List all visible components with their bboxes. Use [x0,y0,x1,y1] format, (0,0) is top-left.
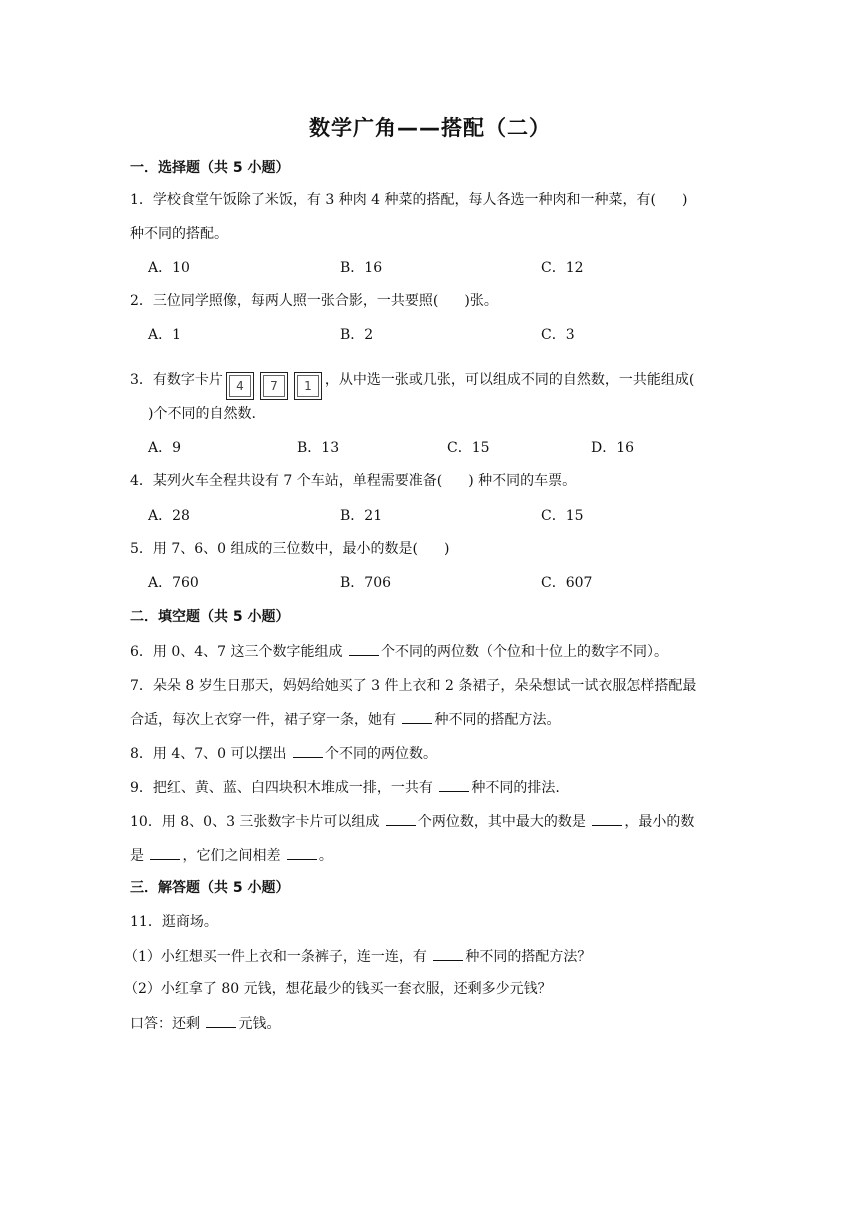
question-5-text: 5．用 7、6、0 组成的三位数中，最小的数是( [130,541,418,557]
question-10-line-1 [130,811,694,832]
option-a: A．760 [148,575,199,591]
answer-blank [439,777,469,792]
answer-blank [592,811,622,826]
question-6 [130,641,668,662]
question-7-text-2: 种不同的搭配方法。 [434,712,561,728]
page-title: 数学广角——搭配（二） [309,116,551,140]
option-c: C．3 [541,327,575,343]
option-c: C．15 [541,508,584,524]
answer-blank [402,709,432,724]
question-10-text-3: ，最小的数 [624,814,695,830]
question-8 [130,743,437,764]
question-11-part-1-text: （1）小红想买一件上衣和一条裤子，连一连，有 [124,949,432,965]
digit-card: 7 [260,372,288,400]
option-b: B．16 [340,260,383,276]
question-10-text-2: 个两位数，其中最大的数是 [417,814,591,830]
question-10-text-5: ，它们之间相差 [182,848,285,864]
question-11-answer-text: 口答：还剩 [130,1016,205,1032]
question-1-close: ) [681,192,688,208]
question-11-title: 11．逛商场。 [130,914,218,930]
question-9 [130,777,560,798]
answer-blank [349,641,379,656]
question-3 [130,370,694,400]
question-4 [130,471,576,491]
answer-blank [293,743,323,758]
section-heading-fill: 二．填空题（共 5 小题） [130,609,290,625]
section-heading-choice: 一．选择题（共 5 小题） [130,160,290,176]
question-1-text: 1．学校食堂午饭除了米饭，有 3 种肉 4 种菜的搭配，每人各选一种肉和一种菜，有( [130,192,656,208]
question-2-close: )张。 [464,293,498,309]
option-a: A．9 [148,440,182,456]
answer-blank [433,946,463,961]
question-10-text-6: 。 [318,848,333,864]
question-11-answer [130,1013,280,1034]
question-8-text-2: 个不同的两位数。 [324,746,437,762]
question-6-text: 6．用 0、4、7 这三个数字能组成 [130,644,347,660]
question-1-line-2: 种不同的搭配。 [130,226,228,242]
question-8-text: 8．用 4、7、0 可以摆出 [130,746,291,762]
question-5 [130,539,449,559]
option-a: A．1 [148,327,182,343]
question-5-close: ) [444,541,450,557]
question-6-text-2: 个不同的两位数（个位和十位上的数字不同）。 [380,644,668,660]
question-4-close: ) 种不同的车票。 [468,473,577,489]
section-heading-solve: 三．解答题（共 5 小题） [130,880,290,896]
answer-blank [386,811,416,826]
option-a: A．10 [148,260,190,276]
digit-card: 1 [294,372,322,400]
option-d: D．16 [591,440,635,456]
answer-blank [287,845,317,860]
option-c: C．15 [447,440,490,456]
option-b: B．13 [297,440,340,456]
option-c: C．12 [541,260,584,276]
option-a: A．28 [148,508,190,524]
question-3-text: 3．有数字卡片 [130,372,223,388]
question-11-part-1-text-2: 种不同的搭配方法？ [465,949,592,965]
question-10-text: 10．用 8、0、3 三张数字卡片可以组成 [130,814,384,830]
question-11-part-2: （2）小红拿了 80 元钱，想花最少的钱买一套衣服，还剩多少元钱？ [124,981,552,997]
question-7-line-2 [130,709,560,730]
answer-blank [206,1013,236,1028]
question-4-text: 4．某列火车全程共设有 7 个车站，单程需要准备( [130,473,443,489]
question-7-line-1: 7．朵朵 8 岁生日那天，妈妈给她买了 3 件上衣和 2 条裙子，朵朵想试一试衣服怎样搭配最 [130,678,697,694]
question-3-line-2: )个不同的自然数. [148,406,256,422]
digit-cards [223,370,325,400]
answer-blank [150,845,180,860]
question-11-answer-text-2: 元钱。 [238,1016,281,1032]
question-7-text: 合适，每次上衣穿一件，裙子穿一条，她有 [130,712,401,728]
question-2 [130,291,498,311]
question-3-text-2: ，从中选一张或几张，可以组成不同的自然数，一共能组成( [324,372,695,388]
question-11-part-1 [124,946,591,967]
option-c: C．607 [541,575,593,591]
question-1 [130,190,687,210]
question-10-line-2 [130,845,333,866]
digit-card: 4 [226,372,254,400]
question-10-text-4: 是 [130,848,149,864]
question-9-text: 9．把红、黄、蓝、白四块积木堆成一排，一共有 [130,780,438,796]
option-b: B．21 [340,508,383,524]
option-b: B．706 [340,575,392,591]
question-2-text: 2．三位同学照像，每两人照一张合影，一共要照( [130,293,439,309]
question-9-text-2: 种不同的排法. [471,780,560,796]
option-b: B．2 [340,327,374,343]
